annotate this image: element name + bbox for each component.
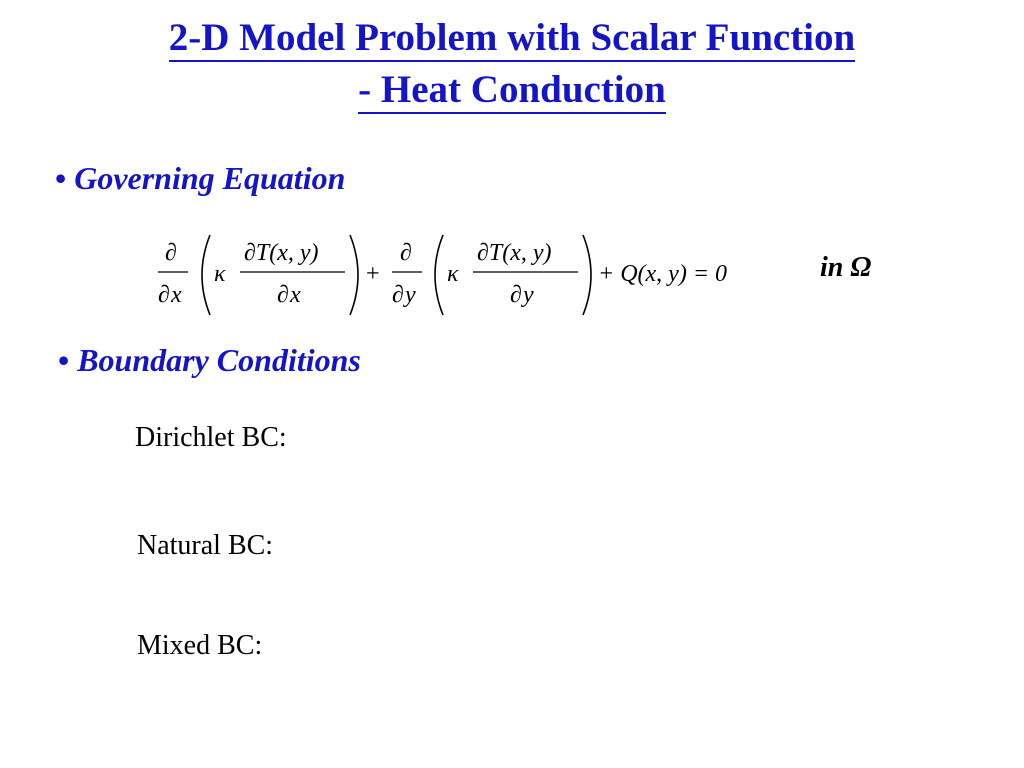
eq-partial-top-1: ∂ — [165, 240, 177, 266]
eq-partial-bottom-3: ∂ — [392, 282, 404, 308]
eq-numerator-2: ∂T(x, y) — [477, 240, 552, 266]
governing-equation — [150, 230, 790, 320]
title-line-2: - Heat Conduction — [358, 68, 666, 114]
bullet-icon: • — [55, 160, 67, 196]
eq-var-y-2: y — [523, 282, 534, 308]
slide-title — [0, 12, 1024, 116]
boundary-conditions-label: Boundary Conditions — [77, 342, 361, 378]
eq-var-x-2: x — [290, 282, 301, 308]
eq-partial-bottom-4: ∂ — [510, 282, 522, 308]
eq-source-term: + Q(x, y) = 0 — [598, 261, 728, 287]
boundary-conditions-heading — [58, 342, 361, 379]
bullet-icon: • — [58, 342, 70, 378]
eq-partial-bottom-2: ∂ — [277, 282, 289, 308]
eq-var-x-1: x — [171, 282, 182, 308]
governing-equation-heading — [55, 160, 345, 197]
eq-plus: + — [366, 261, 380, 287]
eq-kappa-2: κ — [447, 261, 459, 287]
eq-var-y-1: y — [405, 282, 416, 308]
natural-bc-label: Natural BC: — [137, 530, 274, 561]
domain-label: in Ω — [820, 252, 872, 283]
eq-partial-bottom-1: ∂ — [158, 282, 170, 308]
eq-kappa-1: κ — [214, 261, 226, 287]
eq-numerator-1: ∂T(x, y) — [244, 240, 319, 266]
mixed-bc-label: Mixed BC: — [137, 630, 263, 661]
eq-partial-top-2: ∂ — [400, 240, 412, 266]
dirichlet-bc-label: Dirichlet BC: — [135, 422, 287, 453]
governing-equation-label: Governing Equation — [74, 160, 346, 196]
title-line-1: 2-D Model Problem with Scalar Function — [169, 16, 855, 62]
